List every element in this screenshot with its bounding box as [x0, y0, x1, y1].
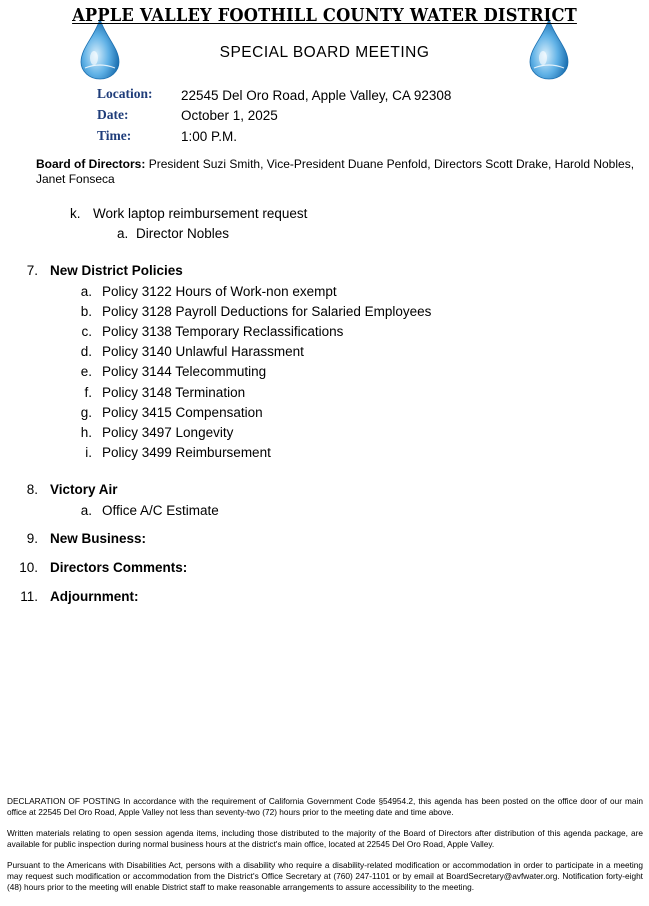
- date-value: October 1, 2025: [181, 108, 278, 123]
- list-item: Policy 3144 Telecommuting: [102, 364, 267, 379]
- list-item: Policy 3497 Longevity: [102, 425, 234, 440]
- list-item: Policy 3140 Unlawful Harassment: [102, 344, 304, 359]
- list-item: Policy 3122 Hours of Work-non exempt: [102, 284, 337, 299]
- agenda-letter: a.: [117, 226, 129, 241]
- list-item-letter: h.: [80, 425, 92, 440]
- time-value: 1:00 P.M.: [181, 129, 238, 144]
- district-title: APPLE VALLEY FOOTHILL COUNTY WATER DISTRICT: [72, 6, 577, 26]
- list-item: Policy 3148 Termination: [102, 385, 246, 400]
- list-item: Policy 3138 Temporary Reclassifications: [102, 324, 344, 339]
- location-label: Location:: [97, 86, 153, 101]
- section-title-policies: New District Policies: [50, 263, 183, 278]
- list-item-letter: d.: [80, 344, 92, 359]
- list-item: Policy 3415 Compensation: [102, 405, 263, 420]
- board-members: President Suzi Smith, Vice-President Duane Penfold, Directors Scott Drake, Harold Nobles, Janet Fonseca: [36, 157, 635, 186]
- section-title-directors-comments: Directors Comments:: [50, 560, 188, 575]
- list-item: Policy 3499 Reimbursement: [102, 445, 271, 460]
- list-item-letter: b.: [80, 304, 92, 319]
- written-materials-notice: Written materials relating to open session agenda items, including those distributed to the majority of the Board of Directors after distribution of this agenda package, are available for public inspection during normal business hours at the district's main office, located at 22545 Del Oro Road, Apple Valley.: [7, 828, 643, 849]
- list-item-letter: a.: [80, 503, 92, 518]
- section-title-victory-air: Victory Air: [50, 482, 118, 497]
- agenda-letter: k.: [70, 206, 81, 221]
- board-label: Board of Directors:: [36, 157, 146, 171]
- section-number: 10.: [19, 560, 38, 575]
- ada-notice: Pursuant to the Americans with Disabilities Act, persons with a disability who require a disability-related modification or accommodation in order to participate in a meeting may request such modification or accommodation from the District's Office Secretary at (760) 247-1101 or by email at BoardSecretary@avfwater.org. Notification forty-eight (48) hours prior to the meeting will enable District staff to make reasonable arrangements to assure accessibility to the meeting.: [7, 860, 643, 892]
- meeting-type-title: SPECIAL BOARD MEETING: [219, 44, 430, 61]
- section-title-adjournment: Adjournment:: [50, 589, 139, 604]
- board-of-directors: [36, 157, 636, 187]
- list-item-letter: f.: [84, 385, 92, 400]
- agenda-item-k-sub: Director Nobles: [136, 226, 230, 241]
- section-number: 7.: [26, 263, 38, 278]
- section-number: 9.: [26, 531, 38, 546]
- section-title-new-business: New Business:: [50, 531, 147, 546]
- date-label: Date:: [97, 107, 129, 122]
- list-item-letter: g.: [80, 405, 92, 420]
- list-item-letter: a.: [80, 284, 92, 299]
- section-number: 8.: [26, 482, 38, 497]
- list-item: Office A/C Estimate: [102, 503, 219, 518]
- location-value: 22545 Del Oro Road, Apple Valley, CA 92308: [181, 88, 452, 103]
- list-item-letter: e.: [80, 364, 92, 379]
- list-item-letter: c.: [81, 324, 92, 339]
- list-item: Policy 3128 Payroll Deductions for Salaried Employees: [102, 304, 432, 319]
- time-label: Time:: [97, 128, 132, 143]
- agenda-item-k: Work laptop reimbursement request: [93, 206, 308, 221]
- declaration-of-posting: DECLARATION OF POSTING In accordance with the requirement of California Government Code §54954.2, this agenda has been posted on the office door of our main office at 22545 Del Oro Road, Apple Valley not less than seventy-two (72) hours prior to the meeting date and time above.: [7, 796, 643, 817]
- section-number: 11.: [20, 589, 38, 604]
- list-item-letter: i.: [85, 445, 92, 460]
